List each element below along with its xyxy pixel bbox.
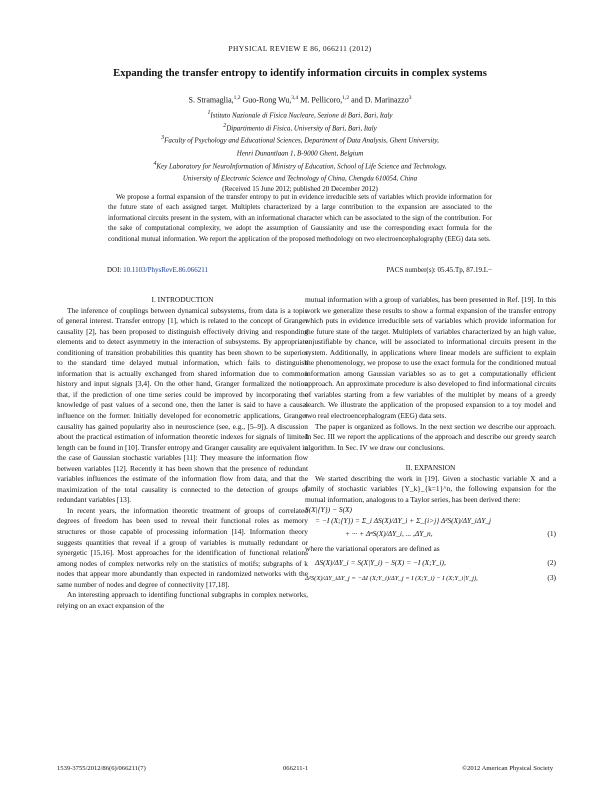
- affiliation: $^3$Faculty of Psychology and Educational Sciences, Department of Data Analysis, Ghent University,: [161, 135, 439, 145]
- affiliation: $^1$Istituto Nazionale di Fisica Nucleare, Sezione di Bari, Bari, Italy: [207, 110, 393, 120]
- equation-3: Δ²S(X)/ΔY_iΔY_j = −ΔI (X;Y_i)/ΔY_j = I (X;Y_i) − I (X;Y_i|Y_j), (3): [305, 573, 556, 583]
- equation-number: (2): [547, 558, 556, 568]
- doi-link[interactable]: 10.1103/PhysRevE.86.066211: [123, 266, 208, 274]
- author-affiliation-mark: 3: [408, 95, 412, 101]
- paragraph: The paper is organized as follows. In the next section we describe our approach. In Sec. III we report the applications of the approach and describe our greedy search algorithm. In Sec. IV we draw our conclusions.: [305, 421, 556, 452]
- equation-line: + ··· + ΔⁿS(X)/ΔY_i, ... ,ΔY_n,: [345, 529, 433, 539]
- equation-1: [305, 505, 556, 541]
- paper-title: Expanding the transfer entropy to identify information circuits in complex systems: [113, 68, 487, 79]
- author-affiliation-mark: 1,2: [233, 95, 241, 101]
- paragraph: An interesting approach to identifing functional subgraphs in complex networks, relying on an exact expansion of the: [57, 590, 308, 610]
- journal-header: PHYSICAL REVIEW E 86, 066211 (2012): [228, 44, 372, 53]
- left-column: [57, 295, 308, 611]
- affiliation: Henri Dunantlaan 1, B-9000 Ghent, Belgium: [236, 149, 364, 158]
- author-affiliation-mark: 3,4: [291, 95, 299, 101]
- doi-line: [107, 266, 208, 274]
- author: M. Pellicoro,: [300, 95, 343, 105]
- equation-line: = −I (X;{Y}) = Σ_i ΔS(X)/ΔY_i + Σ_{i>j} Δ²S(X)/ΔY_iΔY_j: [315, 515, 492, 525]
- paragraph: mutual information with a group of variables, has been presented in Ref. [19]. In this work we generalize these results to show a formal expansion of the transfer entropy which puts in evidence irreducible sets of variables which provide information for the future state of the target. Multiplets of variables characterized by an high value, unjustifiable by chance, will be associated to informational circuits present in the system. Additionally, in applications where linear models are sufficient to explain the phenomenology, we propose to use the exact formula for the conditioned mutual information among Gaussian variables so as to get a computationally efficient approach. An approximate procedure is also developed to find informational circuits of variables starting from a few variables of the multiplet by means of a greedy search. We illustrate the application of the proposed expansion to a toy model and two real electroencephalogram (EEG) data sets.: [305, 295, 557, 421]
- affiliation: University of Electronic Science and Technology of China, Chengdu 610054, China: [182, 174, 418, 183]
- footer-code: 1539-3755/2012/86(6)/066211(7): [57, 765, 146, 772]
- equation-line: S(X|{Y}) − S(X): [305, 505, 352, 515]
- equation-number: (1): [547, 529, 556, 539]
- affiliations: [60, 108, 540, 194]
- received-dates: (Received 15 June 2012; published 20 December 2012): [222, 184, 378, 193]
- section-heading: I. INTRODUCTION: [151, 295, 214, 304]
- copyright: ©2012 American Physical Society: [462, 765, 553, 772]
- equation-2: ΔS(X)/ΔY_i = S(X|Y_i) − S(X) = −I (X;Y_i), (2): [315, 558, 556, 568]
- right-column: [305, 295, 556, 588]
- author: and D. Marinazzo: [351, 95, 409, 105]
- equation-number: (3): [547, 573, 556, 583]
- abstract: We propose a formal expansion of the transfer entropy to put in evidence irreducible sets of variables which provide information for the future state of each assigned target. Multiplets characterized by a large contribution to the expansion are associated to the informational circuits present in the system, with an informational character which can be associated to the sign of the contribution. For the sake of computational complexity, we adopt the assumption of Gaussianity and use the corresponding exact formula for the conditional mutual information. We report the application of the proposed methodology on two electroencephalography (EEG) data sets.: [108, 193, 492, 243]
- paragraph: In recent years, the information theoretic treatment of groups of correlated degrees of freedom has been used to reveal their functional roles as memory structures or those capable of processing information [14]. Information theory suggests quantities that reveal if a group of variables is mutually redundant or synergetic [15,16]. Most approaches for the identification of functional relations among nodes of complex networks rely on the statistics of motifs; subgraphs of k nodes that appear more abundantly than expected in randomized networks with the same number of nodes and degree of connectivity [17,18].: [57, 505, 308, 589]
- doi-label: DOI:: [107, 266, 122, 274]
- author: S. Stramaglia,: [188, 95, 234, 105]
- paragraph: We started describing the work in [19]. Given a stochastic variable X and a family of stochastic variables {Y_k}_{k=1}^n, the following expansion for the mutual information, analogous to a Taylor series, has been derived there:: [305, 473, 556, 504]
- author: Guo-Rong Wu,: [242, 95, 292, 105]
- paragraph: where the variational operators are defined as: [305, 544, 440, 554]
- pacs-numbers: PACS number(s): 05.45.Tp, 87.19.L−: [386, 266, 492, 274]
- author-list: [40, 95, 560, 105]
- paragraph: The inference of couplings between dynamical subsystems, from data is a topic of general interest. Transfer entropy [1], which is related to the concept of Granger causality [2], has been proposed to distinguish effectively driving and responding elements and to detect asymmetry in the interaction of subsystems. By appropriate conditioning of transition probabilities this quantity has been shown to be superior to the standard time delayed mutual information, which fails to distinguish information that is actually exchanged from shared information due to common history and input signals [3,4]. On the other hand, Granger formalized the notion that, if the prediction of one time series could be improved by incorporating the knowledge of past values of a second one, then the latter is said to have a causal influence on the former. Initially developed for econometric applications, Granger causality has gained popularity also in neuroscience (see, e.g., [5–9]). A discussion about the practical estimation of information theoretic indexes for signals of limited length can be found in [10]. Transfer entropy and Granger causality are equivalent in the case of Gaussian stochastic variables [11]: They measure the information flow between variables [12]. Recently it has been shown that the presence of redundant variables influences the estimate of the information flow from data, and that the maximization of the total causality is connected to the detection of groups of redundant variables [13].: [57, 305, 308, 505]
- affiliation: $^4$Key Laboratory for NeuroInformation of Ministry of Education, School of Life Science and Technology,: [153, 160, 447, 170]
- section-heading: II. EXPANSION: [405, 463, 456, 473]
- author-affiliation-mark: 1,2: [342, 95, 350, 101]
- page-number: 066211-1: [283, 765, 309, 772]
- affiliation: $^2$Dipartimento di Fisica, University of Bari, Bari, Italy: [223, 122, 377, 132]
